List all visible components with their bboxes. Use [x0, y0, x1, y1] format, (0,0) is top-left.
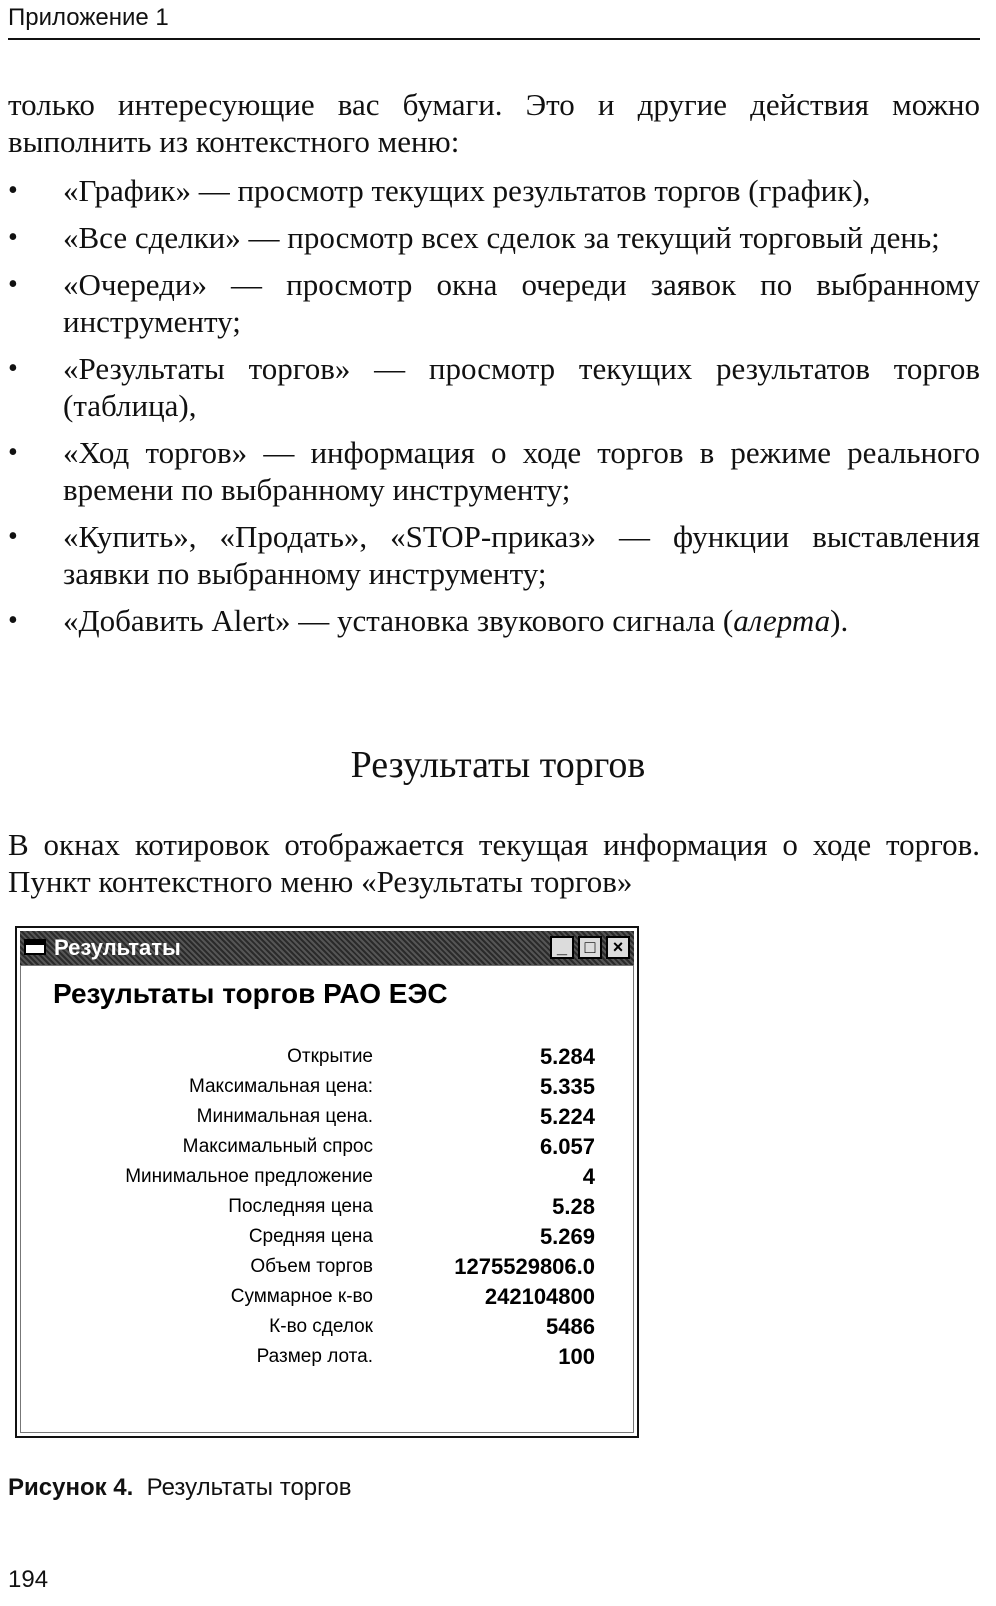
row-label: Максимальный спрос: [182, 1136, 373, 1157]
table-row: [21, 1342, 595, 1372]
item-italic: алерта: [733, 603, 831, 638]
figure-caption: [8, 1474, 351, 1502]
table-row: [21, 1162, 595, 1192]
results-table: [21, 1042, 595, 1372]
row-label: Открытие: [287, 1046, 373, 1067]
list-item: [8, 266, 980, 340]
context-menu-list: [8, 172, 980, 649]
window-system-icon[interactable]: [24, 939, 46, 955]
window-client-area: [20, 965, 634, 1433]
item-tail: ).: [830, 603, 849, 638]
window-title: Результаты: [54, 935, 181, 960]
row-value: 5.224: [539, 1104, 595, 1129]
table-row: [21, 1312, 595, 1342]
item-quote: «График»: [63, 173, 191, 208]
item-text: — функции выставления заявки по выбранному инструменту;: [63, 519, 980, 591]
table-row: [21, 1072, 595, 1102]
results-window: [15, 926, 639, 1438]
bullet-icon: •: [8, 353, 18, 384]
item-quote: «Очереди»: [63, 267, 207, 302]
list-item: [8, 219, 980, 256]
header-rule: [8, 38, 980, 40]
row-value: 100: [558, 1344, 595, 1369]
page-number: 194: [8, 1566, 49, 1593]
caption-text: Результаты торгов: [146, 1474, 352, 1501]
row-value: 5486: [546, 1314, 595, 1339]
row-label: Последняя цена: [228, 1196, 373, 1217]
row-label: Минимальная цена.: [196, 1106, 373, 1127]
table-row: [21, 1282, 595, 1312]
row-value: 4: [582, 1164, 595, 1189]
section-title: Результаты торгов: [350, 744, 646, 786]
item-quote: «Все сделки»: [63, 220, 241, 255]
row-label: Объем торгов: [250, 1256, 373, 1277]
row-value: 5.269: [539, 1224, 595, 1249]
intro-paragraph: только интересующие вас бумаги. Это и другие действия можно выполнить из контекстного меню:: [8, 87, 980, 159]
window-titlebar[interactable]: [20, 931, 634, 965]
close-button[interactable]: ×: [606, 936, 630, 959]
list-item: [8, 172, 980, 209]
row-value: 1275529806.0: [454, 1254, 595, 1279]
list-item: [8, 602, 980, 639]
item-quote: «Добавить Alert»: [63, 603, 291, 638]
row-label: Минимальное предложение: [125, 1166, 373, 1187]
minimize-button[interactable]: _: [550, 936, 574, 959]
table-row: [21, 1192, 595, 1222]
results-heading: Результаты торгов РАО ЕЭС: [53, 978, 448, 1009]
item-text: — просмотр всех сделок за текущий торговый день;: [240, 220, 940, 255]
bullet-icon: •: [8, 269, 18, 300]
table-row: [21, 1222, 595, 1252]
item-text: — информация о ходе торгов в режиме реального времени по выбранному инструменту;: [63, 435, 980, 507]
bullet-icon: •: [8, 437, 18, 468]
table-row: [21, 1102, 595, 1132]
item-text: — просмотр окна очереди заявок по выбранному инструменту;: [63, 267, 980, 339]
row-value: 242104800: [484, 1284, 595, 1309]
table-row: [21, 1252, 595, 1282]
table-row: [21, 1042, 595, 1072]
caption-label: Рисунок 4.: [8, 1474, 134, 1501]
list-item: [8, 350, 980, 424]
row-label: Максимальная цена:: [188, 1076, 373, 1097]
item-text: — просмотр текущих результатов торгов (график),: [190, 173, 871, 208]
item-text: — просмотр текущих результатов торгов (таблица),: [63, 351, 980, 423]
section-paragraph: В окнах котировок отображается текущая информация о ходе торгов. Пункт контекстного меню «Результаты торгов»: [8, 827, 980, 899]
row-value: 5.28: [552, 1194, 595, 1219]
bullet-icon: •: [8, 521, 18, 552]
list-item: [8, 518, 980, 592]
row-label: К-во сделок: [269, 1316, 373, 1337]
bullet-icon: •: [8, 605, 18, 636]
row-value: 6.057: [539, 1134, 595, 1159]
row-value: 5.335: [539, 1074, 595, 1099]
table-row: [21, 1132, 595, 1162]
item-text: — установка звукового сигнала (: [290, 603, 734, 638]
item-quote: «Купить», «Продать», «STOP-приказ»: [63, 519, 596, 554]
list-item: [8, 434, 980, 508]
maximize-button[interactable]: □: [578, 936, 602, 959]
bullet-icon: •: [8, 222, 18, 253]
item-quote: «Результаты торгов»: [63, 351, 351, 386]
row-label: Суммарное к-во: [230, 1286, 373, 1307]
running-head: Приложение 1: [8, 4, 169, 31]
row-value: 5.284: [539, 1044, 595, 1069]
item-quote: «Ход торгов»: [63, 435, 248, 470]
row-label: Размер лота.: [256, 1346, 373, 1367]
bullet-icon: •: [8, 175, 18, 206]
row-label: Средняя цена: [248, 1226, 373, 1247]
